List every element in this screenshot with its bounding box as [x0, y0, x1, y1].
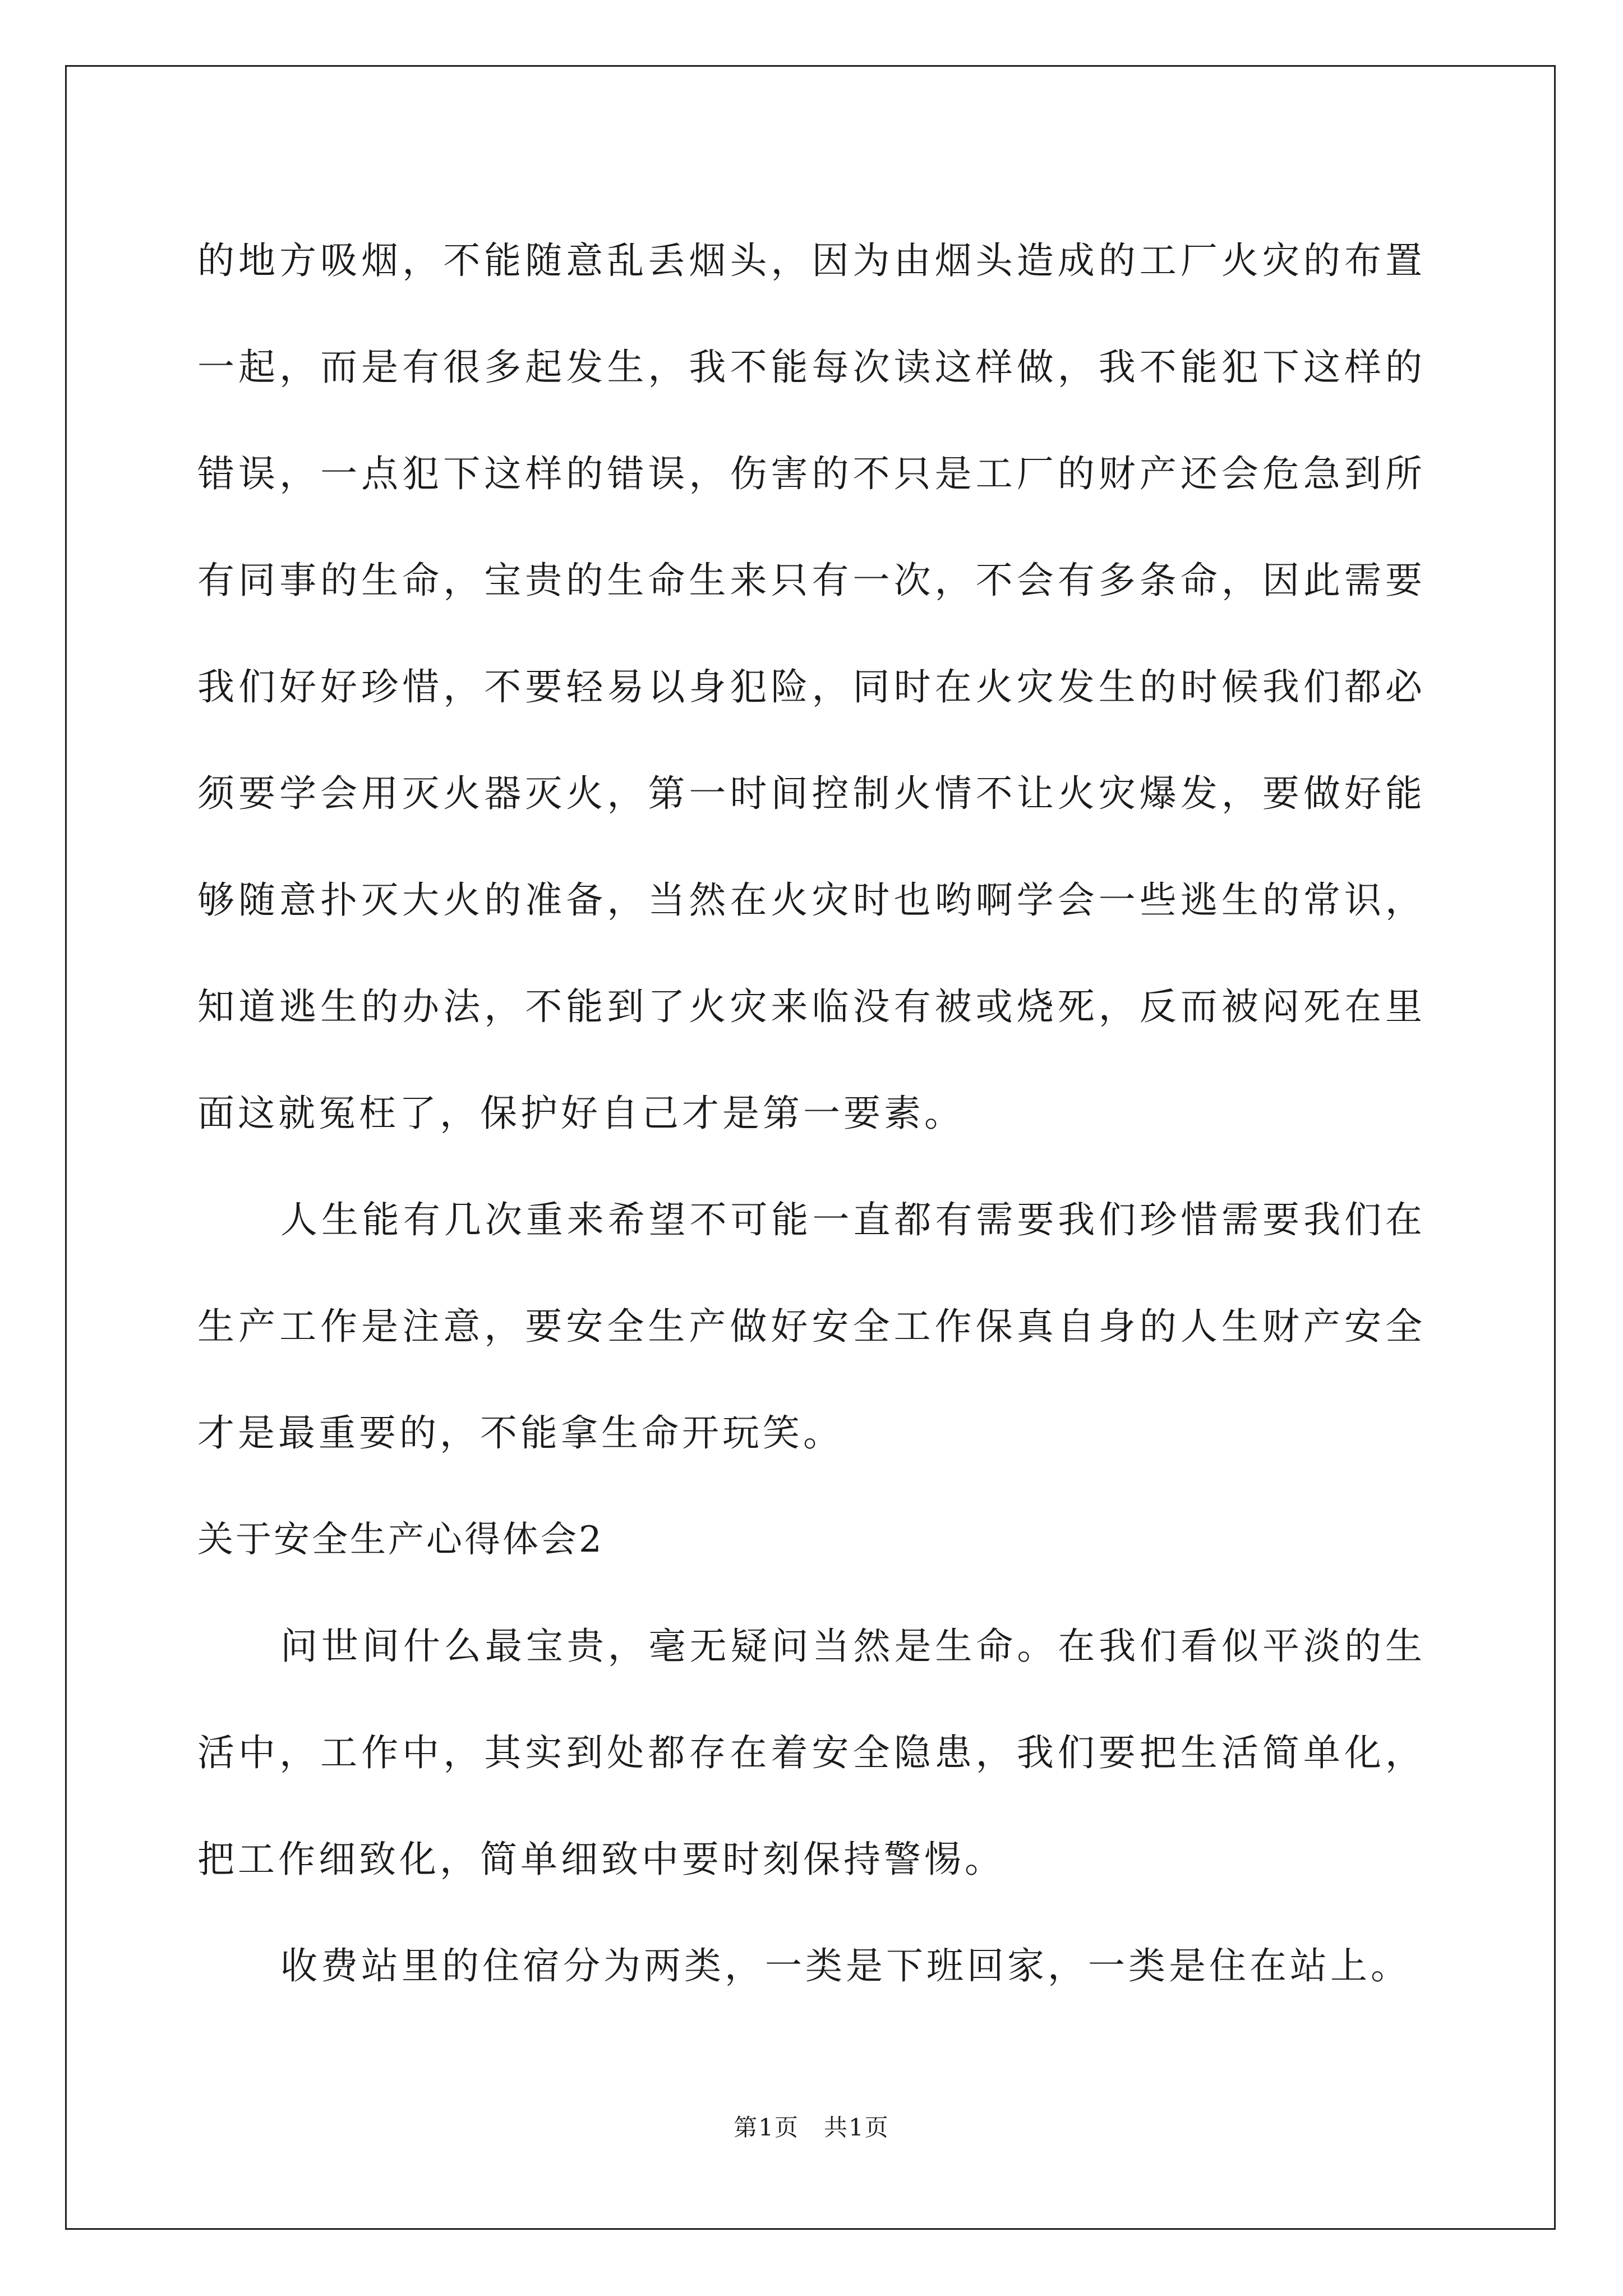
page-footer: 第1页 共1页	[734, 2114, 889, 2141]
paragraph-3: 问世间什么最宝贵，毫无疑问当然是生命。在我们看似平淡的生活中，工作中，其实到处都存在着安全隐患，我们要把生活简单化，把工作细致化，简单细致中要时刻保持警惕。	[197, 1625, 1426, 1881]
paragraph-1: 的地方吸烟，不能随意乱丢烟头，因为由烟头造成的工厂火灾的布置一起，而是有很多起发生，我不能每次读这样做，我不能犯下这样的错误，一点犯下这样的错误，伤害的不只是工厂的财产还会危急到所有同事的生命，宝贵的生命生来只有一次，不会有多条命，因此需要我们好好珍惜，不要轻易以身犯险，同时在火灾发生的时候我们都必须要学会用灭火器灭火，第一时间控制火情不让火灾爆发，要做好能够随意扑灭大火的准备，当然在火灾时也哟啊学会一些逃生的常识，知道逃生的办法，不能到了火灾来临没有被或烧死，反而被闷死在里面这就冤枉了，保护好自己才是第一要素。	[197, 239, 1426, 1135]
paragraph-2: 人生能有几次重来希望不可能一直都有需要我们珍惜需要我们在生产工作是注意，要安全生产做好安全工作保真自身的人生财产安全才是最重要的，不能拿生命开玩笑。	[197, 1198, 1426, 1455]
section-heading: 关于安全生产心得体会2	[197, 1519, 604, 1561]
document-body	[197, 208, 1426, 2019]
paragraph-4: 收费站里的住宿分为两类，一类是下班回家，一类是住在站上。	[280, 1944, 1411, 1987]
